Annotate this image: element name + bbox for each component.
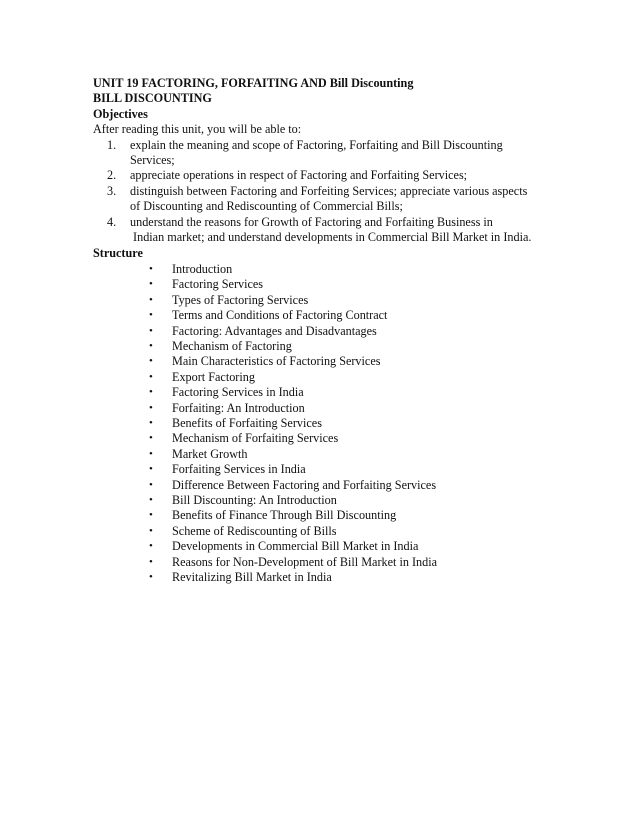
structure-item: [93, 508, 613, 523]
structure-item: [93, 447, 613, 462]
structure-item-label: Factoring Services: [172, 277, 264, 292]
bullet-icon: •: [149, 540, 153, 553]
bullet-icon: •: [149, 339, 153, 352]
bullet-icon: •: [149, 447, 153, 460]
structure-item: [93, 339, 613, 354]
structure-item-label: Main Characteristics of Factoring Services: [172, 354, 381, 369]
bullet-icon: •: [149, 262, 153, 275]
bullet-icon: •: [149, 555, 153, 568]
structure-item: [93, 539, 613, 554]
structure-item: [93, 308, 613, 323]
objective-number: 4.: [107, 214, 117, 229]
structure-item-label: Factoring: Advantages and Disadvantages: [172, 323, 377, 338]
unit-title: UNIT 19 FACTORING, FORFAITING AND Bill Discounting: [93, 76, 414, 90]
bullet-icon: •: [149, 309, 153, 322]
structure-heading: Structure: [93, 246, 143, 261]
structure-item: [93, 293, 613, 308]
bullet-icon: •: [149, 478, 153, 491]
bullet-icon: •: [149, 278, 153, 291]
bullet-icon: •: [149, 571, 153, 583]
structure-item: [93, 478, 613, 493]
structure-item-label: Developments in Commercial Bill Market in India: [172, 539, 419, 554]
bullet-icon: •: [149, 386, 153, 399]
structure-item: [93, 385, 613, 400]
structure-item: [93, 462, 613, 477]
bullet-icon: •: [149, 463, 153, 476]
structure-item-label: Difference Between Factoring and Forfaiting Services: [172, 477, 437, 492]
bullet-icon: •: [149, 324, 153, 337]
structure-item-label: Scheme of Rediscounting of Bills: [172, 523, 337, 538]
objective-text-line1: explain the meaning and scope of Factoring, Forfaiting and Bill Discounting: [130, 137, 503, 152]
objectives-heading: Objectives: [93, 106, 148, 121]
structure-item: [93, 555, 613, 570]
structure-item: [93, 493, 613, 508]
structure-item-label: Factoring Services in India: [172, 385, 304, 400]
bullet-icon: •: [149, 293, 153, 306]
structure-item-label: Revitalizing Bill Market in India: [172, 570, 332, 584]
objective-item: [93, 184, 613, 215]
structure-item-label: Benefits of Finance Through Bill Discounting: [172, 508, 397, 523]
structure-item-label: Export Factoring: [172, 369, 255, 384]
objective-number: 1.: [107, 137, 117, 152]
bullet-icon: •: [149, 370, 153, 383]
document-page: [93, 76, 613, 585]
structure-item-label: Benefits of Forfaiting Services: [172, 415, 322, 430]
structure-item-label: Forfaiting Services in India: [172, 462, 306, 477]
structure-item: [93, 401, 613, 416]
bullet-icon: •: [149, 355, 153, 368]
objective-item: [93, 215, 613, 246]
objective-item: [93, 138, 613, 169]
structure-item: [93, 324, 613, 339]
objective-number: 2.: [107, 168, 117, 183]
bullet-icon: •: [149, 493, 153, 506]
objective-item: [93, 168, 613, 183]
structure-item: [93, 431, 613, 446]
bullet-icon: •: [149, 524, 153, 537]
structure-item-label: Market Growth: [172, 446, 248, 461]
structure-item-label: Bill Discounting: An Introduction: [172, 492, 337, 507]
bullet-icon: •: [149, 416, 153, 429]
structure-item: [93, 277, 613, 292]
structure-item: [93, 262, 613, 277]
structure-list: [93, 262, 613, 586]
objective-text-line1: distinguish between Factoring and Forfeiting Services; appreciate various aspects: [130, 183, 528, 198]
structure-item-label: Forfaiting: An Introduction: [172, 400, 305, 415]
objective-text-line1: appreciate operations in respect of Factoring and Forfaiting Services;: [130, 168, 468, 183]
structure-item-label: Mechanism of Factoring: [172, 338, 292, 353]
objective-text-line2: Indian market; and understand developments in Commercial Bill Market in India.: [130, 230, 532, 245]
bullet-icon: •: [149, 509, 153, 522]
structure-item-label: Introduction: [172, 261, 233, 276]
structure-item-label: Terms and Conditions of Factoring Contract: [172, 308, 388, 323]
structure-item: [93, 524, 613, 539]
section-title: BILL DISCOUNTING: [93, 91, 212, 106]
structure-item-label: Reasons for Non-Development of Bill Market in India: [172, 554, 438, 569]
structure-item-label: Mechanism of Forfaiting Services: [172, 431, 339, 446]
objective-text-line1: understand the reasons for Growth of Factoring and Forfaiting Business in: [130, 214, 493, 229]
bullet-icon: •: [149, 432, 153, 445]
structure-item-label: Types of Factoring Services: [172, 292, 309, 307]
structure-item: [93, 354, 613, 369]
objective-text-line2: Services;: [130, 153, 175, 168]
objectives-intro: After reading this unit, you will be able to:: [93, 122, 302, 137]
structure-item: [93, 570, 613, 585]
structure-item: [93, 370, 613, 385]
structure-item: [93, 416, 613, 431]
objective-number: 3.: [107, 183, 117, 198]
bullet-icon: •: [149, 401, 153, 414]
objective-text-line2: of Discounting and Rediscounting of Commercial Bills;: [130, 199, 403, 214]
objectives-list: [93, 138, 613, 246]
